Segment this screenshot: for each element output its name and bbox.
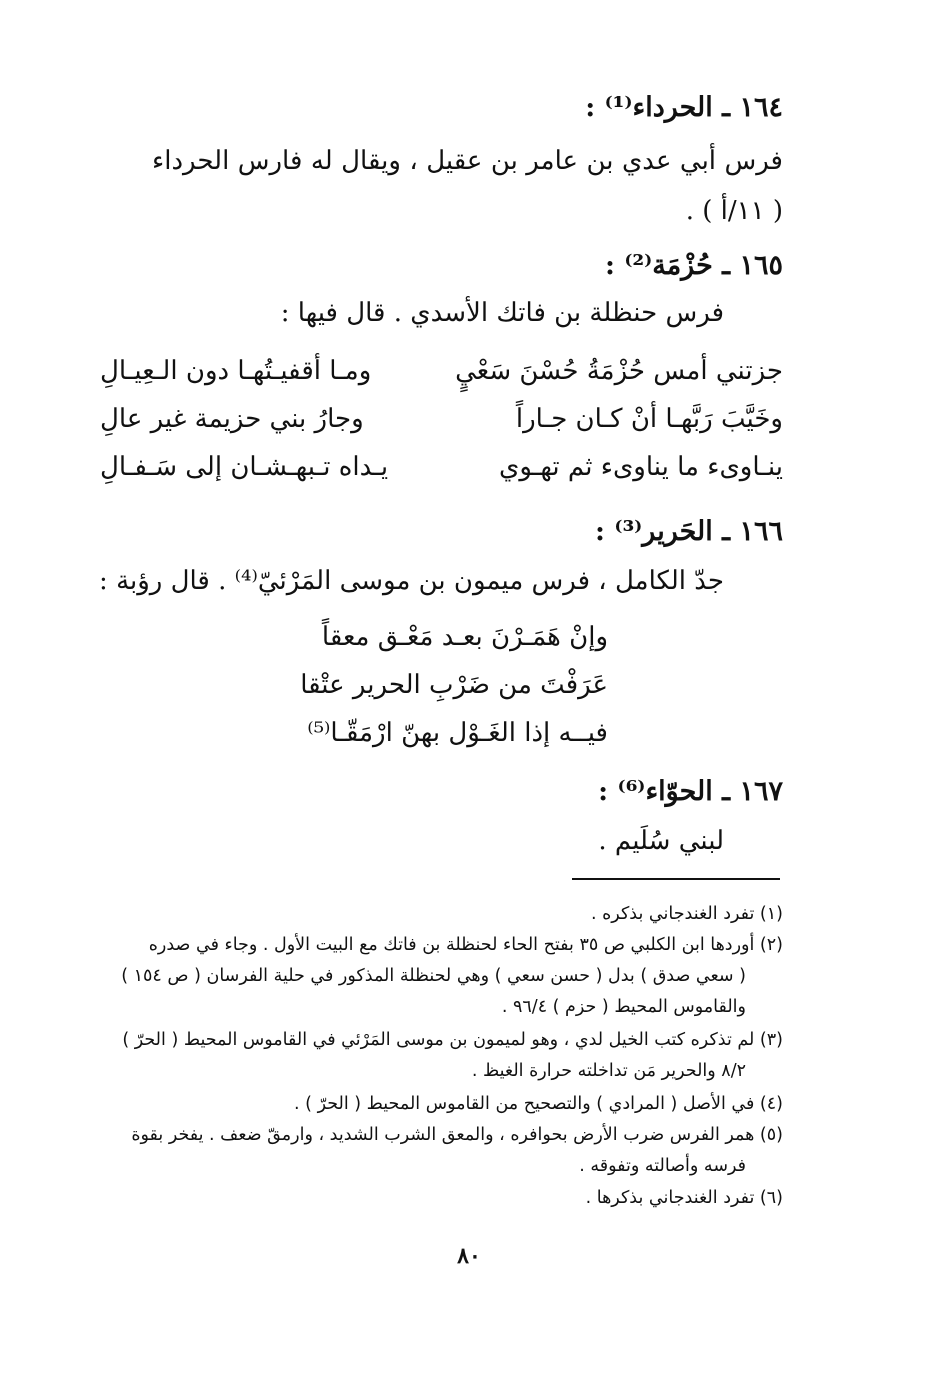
entry-text-167-line-1: لبني سُلَيم . [598,826,724,856]
verse-1-first-hemistich: جزتني أمس حُزْمَةُ حُسْنَ سَعْيٍ [455,356,783,386]
footnote-2-line-2: ( سعي صدق ) بدل ( حسن سعي ) وهي لحنظلة المذكور في حلية الفرسان ( ص ١٥٤ ) [121,966,746,986]
footnote-4: (٤) في الأصل ( المرادي ) والتصحيح من القاموس المحيط ( الحرّ ) . [294,1094,783,1114]
entry-heading-167: ١٦٧ ـ الحوّاء⁽⁶⁾ : [598,776,783,807]
footnote-6: (٦) تفرد الغندجاني بذكرها . [585,1188,783,1208]
verse-1 [100,356,783,396]
footnote-2-line-1: (٢) أوردها ابن الكلبي ص ٣٥ بفتح الحاء لحنظلة بن فاتك مع البيت الأول . وجاء في صدره [148,935,783,955]
verse-1-second-hemistich: ومـا أقفيـتُهـا دون الـعِيـالِ [100,356,372,386]
page-number: ٨٠ [457,1243,481,1269]
entry-heading-165: ١٦٥ ـ حُزْمَة⁽²⁾ : [604,250,783,281]
entry-text-165-line-1: فرس حنظلة بن فاتك الأسدي . قال فيها : [280,298,724,328]
entry-text-164-line-2: ( ١١/أ ) . [685,196,783,226]
rajaz-line-2: عَرَفْتَ من ضَرْبِ الحرير عتْقا [300,670,608,700]
entry-heading-164: ١٦٤ ـ الحرداء⁽¹⁾ : [585,92,783,123]
verse-3-first-hemistich: ينـاوىء ما يناوىء ثم تهـوي [499,452,783,482]
footnote-2-line-3: والقاموس المحيط ( حزم ) ٩٦/٤ . [501,997,746,1017]
verse-2-second-hemistich: وجارُ بني حزيمة غير عالِ [100,404,364,434]
footnote-separator [572,878,780,880]
footnote-1: (١) تفرد الغندجاني بذكره . [591,904,783,924]
verse-2 [100,404,783,444]
footnote-3-line-2: ٨/٢ والحرير مَن تداخلته حرارة الغيظ . [471,1061,746,1081]
entry-text-166-line-1: جدّ الكامل ، فرس ميمون بن موسى المَرْئيّ⁽⁴⁾ . قال رؤبة : [99,566,724,596]
entry-heading-166: ١٦٦ ـ الحَرير⁽³⁾ : [595,516,783,547]
rajaz-line-1: وإنْ هَمَـرْنَ بعـد مَعْـق معقاً [321,622,608,652]
footnote-5-line-1: (٥) همر الفرس ضرب الأرض بحوافره ، والمعق الشرب الشديد ، وارمقّ ضعف . يفخر بقوة [131,1125,783,1145]
verse-3 [100,452,783,492]
entry-text-164-line-1: فرس أبي عدي بن عامر بن عقيل ، ويقال له فارس الحرداء [152,146,783,176]
verse-2-first-hemistich: وخَيَّبَ رَبَّهـا أنْ كـان جـاراً [515,404,783,434]
rajaz-line-3: فيــه إذا الغَـوْل بهنّ ارْمَقّـا⁽⁵⁾ [307,718,608,748]
footnote-3-line-1: (٣) لم تذكره كتب الخيل لدي ، وهو لميمون بن موسى المَرْئي في القاموس المحيط ( الحرّ ) [122,1030,783,1050]
footnote-5-line-2: فرسه وأصالته وتفوقه . [579,1156,746,1176]
verse-3-second-hemistich: يـداه تـبهـشـان إلى سَـفـالِ [100,452,389,482]
